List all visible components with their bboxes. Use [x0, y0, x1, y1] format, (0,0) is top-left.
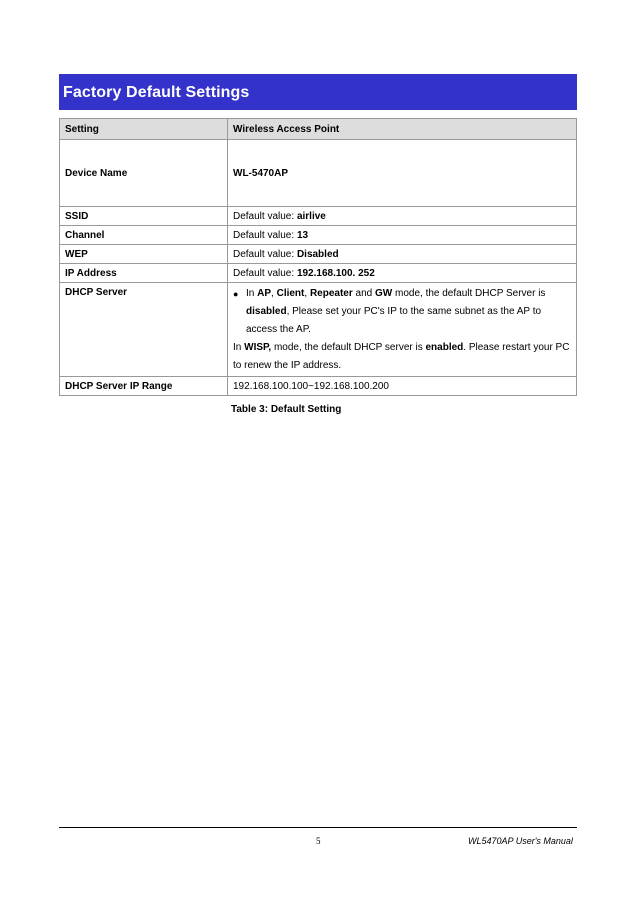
bullet-icon: ● — [233, 289, 239, 299]
text-run: , — [271, 288, 277, 299]
text-bold: Repeater — [309, 288, 353, 299]
value-bold: 192.168.100. 252 — [296, 267, 375, 279]
value-bold: Disabled — [296, 248, 339, 260]
text-bold: GW — [375, 288, 393, 299]
text-run: . Please restart your PC to renew the IP address. — [233, 342, 570, 371]
text-bold: AP — [257, 288, 272, 299]
section-title: Factory Default Settings — [59, 74, 577, 110]
row-value-dhcp-range: 192.168.100.100~192.168.100.200 — [228, 377, 577, 396]
value-prefix: Default value: — [233, 248, 297, 260]
table-row — [60, 226, 577, 245]
table-row — [60, 283, 577, 377]
page-number: 5 — [316, 836, 321, 846]
dhcp-bullet-text — [246, 285, 571, 339]
text-bold: enabled — [425, 342, 464, 353]
value-bold: airlive — [296, 210, 326, 222]
row-label-device-name: Device Name — [60, 140, 228, 207]
text-bold: disabled — [246, 306, 287, 317]
row-value-ssid — [228, 207, 577, 226]
text-run: and — [352, 288, 375, 299]
row-value-device-name: WL-5470AP — [228, 140, 577, 207]
header-wireless-access-point: Wireless Access Point — [228, 119, 577, 140]
text-run: mode, the default DHCP server is — [271, 342, 426, 353]
footer-divider — [59, 827, 577, 828]
row-label-ssid: SSID — [60, 207, 228, 226]
value-bold: 13 — [296, 229, 309, 241]
value-prefix: Default value: — [233, 229, 297, 241]
table-row — [60, 140, 577, 207]
table-row — [60, 245, 577, 264]
row-value-dhcp-server — [228, 283, 577, 377]
table-caption: Table 3: Default Setting — [231, 404, 342, 415]
text-run: In — [233, 342, 245, 353]
row-label-wep: WEP — [60, 245, 228, 264]
row-label-ip-address: IP Address — [60, 264, 228, 283]
text-run: , Please set your PC's IP to the same subnet as the AP to access the AP. — [246, 306, 542, 335]
dhcp-bullet-item — [233, 285, 571, 339]
dhcp-wisp-text — [233, 339, 571, 375]
table-row — [60, 207, 577, 226]
row-value-channel — [228, 226, 577, 245]
header-setting: Setting — [60, 119, 228, 140]
row-value-wep — [228, 245, 577, 264]
text-run: In — [246, 288, 258, 299]
manual-title: WL5470AP User's Manual — [468, 836, 573, 846]
row-label-dhcp-server: DHCP Server — [60, 283, 228, 377]
value-prefix: Default value: — [233, 210, 297, 222]
default-settings-table — [59, 118, 577, 396]
text-bold: Client — [276, 288, 305, 299]
text-run: , — [304, 288, 310, 299]
text-run: mode, the default DHCP Server is — [392, 288, 546, 299]
row-label-dhcp-range: DHCP Server IP Range — [60, 377, 228, 396]
table-header-row — [60, 119, 577, 140]
row-value-ip-address — [228, 264, 577, 283]
table-row — [60, 377, 577, 396]
value-prefix: Default value: — [233, 267, 297, 279]
row-label-channel: Channel — [60, 226, 228, 245]
table-row — [60, 264, 577, 283]
text-bold: WISP, — [244, 342, 272, 353]
